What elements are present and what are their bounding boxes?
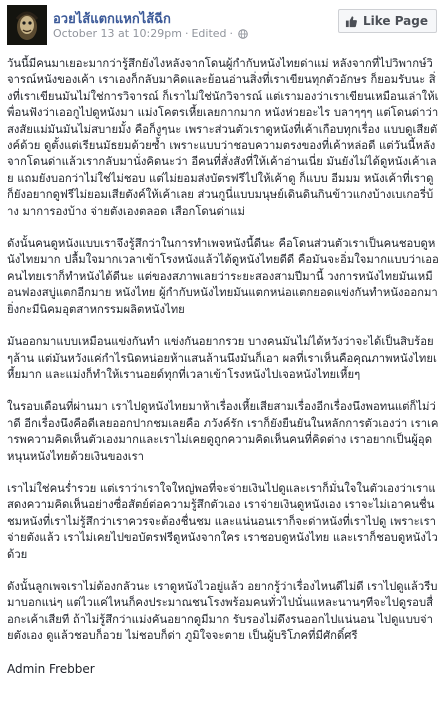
thumbs-up-icon <box>345 15 358 28</box>
post-signature: Admin Frebber <box>7 661 95 676</box>
post-header <box>0 0 445 48</box>
post-paragraph-1: วันนี้มีคนมาเยอะมากว่ารู้สึกยังไงหลังจากโดนผู้กำกับหนังไทยด่าแม่ หลังจากที่ไปวิพากษ์วิจารณ์หนังของเค้า เราเองก็กลับมาคิดและย้อนอ่านสิ่งที่เราเขียนทุกตัวอักษร ก็ยอมรับนะ สิ่งที่เราเขียนมันไม่ใช่การวิจารณ์ ก็เราไม่ใช่นักวิจารณ์ แต่เรามองว่าเราเขียนเหมือนเล่าให้เพื่อนฟังว่าเออกูไปดูหนังมา แม่งโคตรเหี้ยเลยกากมาก หนังห่วยอะไร บลาๆๆๆ แต่โดนด่าว่า สงสัยแม่มันมันไม่สบายมั้ง คือก็งูๆนะ เพราะส่วนตัวเราดูหนังที่เค้าเกือบทุกเรื่อง แบบดูเสียตังค์ด้วย ดูตั้งแต่เรียนมัธยมด้วยซ้ำ เพราะแบบว่าชอบความตรงของที่เค้าหล่อดี แต่วันนี้หลังจากโดนด่าแล้วเรากลับมานั่งคิดนะว่า อีคนที่สั่งสังที่ให้เค้าอ่านเนี่ย มันยังไม่ได้ดูหนังเค้าเลย แถมยังบอกว่าไม่ใช่ไม่ชอบ แต่ไม่ยอมส่งบัตรฟรีไปให้เค้าดู ก็แบบ อีมมม หนังเค้าที่เราดูก็ยังอยากดูฟรีไม่ยอมเสียตังค์ให้เค้าเลย ส่วนกูนี่แบบมนุษย์เดินดินกินข้าวแกงบ้างเบเกอรี่บ้าง มาการองบ้าง จ่ายตังเองตลอด เสือกโดนด่าแม่ <box>7 57 439 218</box>
post-timestamp[interactable]: October 13 at 10:29pm <box>53 27 182 40</box>
like-page-label: Like Page <box>362 14 428 28</box>
avatar-image <box>7 5 47 45</box>
post-meta <box>53 27 248 40</box>
post-body <box>7 56 439 677</box>
page-avatar[interactable] <box>7 5 47 45</box>
post-paragraph-6: ดังนั้นลูกเพจเราไม่ต้องกลัวนะ เราดูหนังไวอยู่แล้ว อยากรู้ว่าเรื่องไหนดีไม่ดี เราไปดูแล้วรีบมาบอกแน่ๆ แต่ไวแค่ไหนก็คงประมาณชนโรงพร้อมคนทั่วไปนั่นแหละนานๆทีจะไปดูรอบสื่อกะเค้าเสียที ถ้าไม่รู้สึกว่าแม่งคันอยากดูมีมาก รับรองไม่ดึงรนออกไปแน่นอน ไปดูแบบจ่ายตังเอง ดูแล้วชอบก็อวย ไม่ชอบก็ด่า ภูมิใจจะตาย เป็นผู้บริโภคที่มีศักดิ์ศรี <box>7 579 438 643</box>
like-page-button[interactable] <box>338 9 437 33</box>
meta-separator: · <box>184 27 189 40</box>
edited-label[interactable]: Edited <box>191 27 227 40</box>
post-paragraph-5: เราไม่ใช่คนร่ำรวย แต่เราว่าเราใจใหญ่พอที่จะจ่ายเงินไปดูและเราก็มั่นใจในตัวเองว่าเราแสดงความคิดเห็นอย่างซื่อสัตย์ต่อความรู้สึกตัวเอง เราจ่ายเงินดูหนังเอง เราจะไม่เอาคนชื่นชมหนังที่เราไม่รู้สึกว่าเราควรจะต้องชื่นชม และแน่นอนเราก็จะด่าหนังที่เราไปดู เพราะเราจ่ายตังแล้ว เราไม่เคยไปขอบัตรฟรีดูหนังจากใคร เราชอบดูหนังไทย และเราก็ชอบดูหนังไวด้วย <box>7 481 438 561</box>
page-name-link[interactable]: อวยไส้แตกแหกไส้ฉีก <box>53 12 171 27</box>
meta-separator-2: · <box>229 27 234 40</box>
globe-icon[interactable] <box>238 29 248 39</box>
post-paragraph-3: มันออกมาแบบเหมือนแข่งกันทำ แข่งกันอยากรวย บางคนมันไม่ได้หวังว่าจะได้เป็นสิบร้อยๆล้าน แต่มันหวังแค่กำไรนิดหน่อยห้าแสนล้านนึงมันก็เอา ผลที่เราเห็นคือคุณภาพหนังไทยเหี้ยมาก และแม่งก็ทำให้เรานอยด์ทุกที่เวลาเข้าโรงหนังไปเจอหนังไทยเหี้ยๆ <box>7 335 437 381</box>
post-paragraph-4: ในรอบเดือนที่ผ่านมา เราไปดูหนังไทยมาห้าเรื่องเหี้ยเสียสามเรื่องอีกเรื่องนึงพอทนแต่ก็ไม่ว่าดี อีกเรื่องนึงคือดีเลยออกปากชมเลยคือ ภวังค์รัก เราก็ยังยืนยันในหลักการตัวเองว่า เราเคารพความคิดเห็นตัวเองมากและเราไม่เคยดูถูกความคิดเห็นคนที่คิดต่าง เราอยากเป็นผู้อุดหนุนหนังไทยด้วยเงินของเรา <box>7 400 439 463</box>
post-paragraph-2: ดังนั้นคนดูหนังแบบเราจึงรู้สึกว่าในการทำเพจหนังนี้ดีนะ คือโดนส่วนตัวเราเป็นคนชอบดูหนังไทยมาก ปลื้มใจมากเวลาเข้าโรงหนังแล้วได้ดูหนังไทยดีดี คือมันจะอิ่มใจมากแบบว่าเออคนไทยเราก็ทำหนังได้ดีนะ แต่ของสภาพเลยว่าระยะสองสามปีมานี้ วงการหนังไทยมันเหมือนฟองสบู่แตกอีกมาย หนังไทย ผู้กำกับหนังไทยมันแตกหน่อแตกยอดแข่งกันทำหนังออกมายิ่งกะมีนิคมอุตสาหกรรมผลิตหนังไทย <box>7 237 439 316</box>
